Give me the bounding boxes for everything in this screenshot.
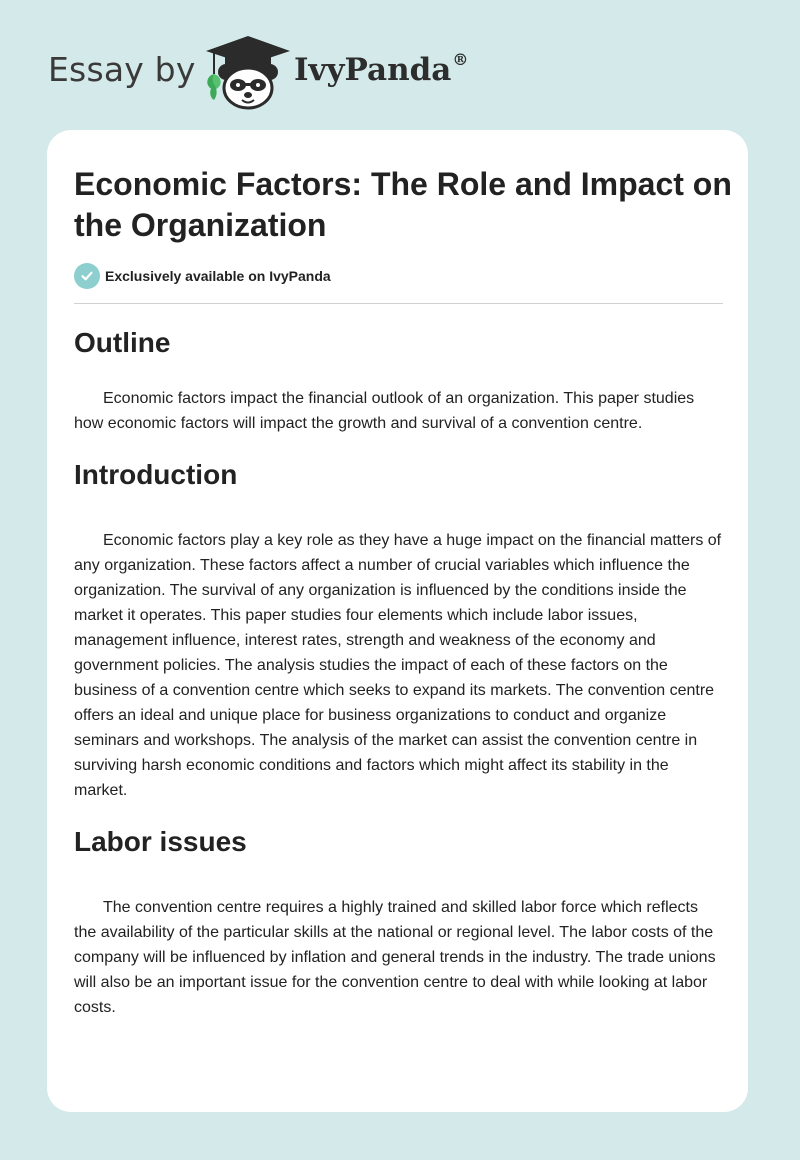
section-heading: Labor issues [74,826,247,857]
section-outline [74,321,724,436]
article-title: Economic Factors: The Role and Impact on the Organization [74,166,732,243]
exclusive-badge [74,263,331,289]
article-card [47,130,748,1112]
section-introduction [74,453,724,803]
title-divider [74,303,723,304]
section-paragraph: Economic factors impact the financial outlook of an organization. This paper studies how economic factors will impact the growth and survival of a convention centre. [74,390,695,432]
article-body [74,321,724,1020]
section-heading: Introduction [74,459,238,490]
brand-logo-text[interactable] [294,49,469,88]
essay-by-label: Essay by [48,50,196,89]
section-paragraph: The convention centre requires a highly trained and skilled labor force which reflects the availability of the particular skills at the national or regional level. The labor costs of the company will be influenced by inflation and general trends in the industry. The trade unions will also be an important issue for the convention centre to deal with while looking at labor costs. [74,899,716,1016]
section-paragraph: Economic factors play a key role as they have a huge impact on the financial matters of any organization. These factors affect a number of crucial variables which influence the organization. The survival of any organization is influenced by the conditions inside the market it operates. This paper studies four elements which include labor issues, management influence, interest rates, strength and weakness of the economy and government policies. The analysis studies the impact of each of these factors on the business of a convention centre which seeks to expand its markets. The convention centre offers an ideal and unique place for business organizations to conduct and organize seminars and workshops. The analysis of the market can assist the convention centre in surviving harsh economic conditions and factors which might affect its stability in the market. [74,532,722,799]
exclusive-badge-text: Exclusively available on IvyPanda [105,268,331,284]
section-labor-issues [74,820,724,1020]
registered-mark: ® [452,49,469,69]
panda-graduate-logo-icon[interactable] [202,34,294,110]
check-circle-icon [74,263,100,289]
section-heading: Outline [74,327,171,358]
brand-name: IvyPanda [294,52,452,88]
site-header [48,34,488,110]
